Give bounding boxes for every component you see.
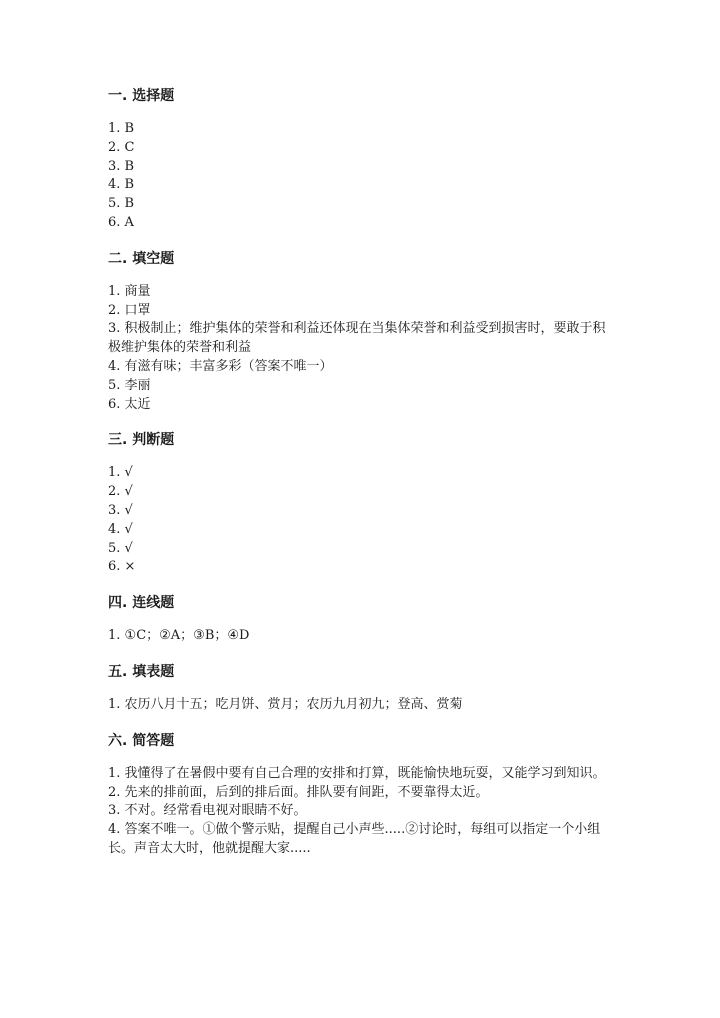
answer-item: 5. √ [108,540,133,556]
answer-item: 1. 商量 [108,283,151,299]
section-fill-blank [108,249,618,415]
answer-list [108,627,618,646]
section-title: 一. 选择题 [108,88,175,104]
section-title: 三. 判断题 [108,432,175,449]
answer-item: 3. B [108,158,135,174]
answer-item: 3. 积极制止；维护集体的荣誉和利益还体现在当集体荣誉和利益受到损害时，要敢于积极维护集体的荣誉和利益 [108,321,606,356]
answer-list [108,696,618,715]
answer-item: 2. C [108,139,135,155]
answer-item: 4. 有滋有味；丰富多彩（答案不唯一） [108,358,333,374]
answer-item: 6. 太近 [108,396,151,412]
section-true-false [108,430,618,577]
answer-list [108,283,618,415]
answer-item: 2. 口罩 [108,302,151,318]
section-choice [108,86,618,233]
answer-item: 5. 李丽 [108,377,151,393]
answer-item: 4. 答案不唯一。①做个警示贴，提醒自己小声些.....②讨论时，每组可以指定一个小组长。声音太大时，他就提醒大家..... [108,822,601,856]
answer-item: 4. √ [108,521,133,537]
answer-item: 1. 我懂得了在暑假中要有自己合理的安排和打算，既能愉快地玩耍，又能学习到知识。 [108,765,606,781]
section-title: 五. 填表题 [108,663,175,680]
section-title: 四. 连线题 [108,595,175,612]
section-title: 二. 填空题 [108,250,175,267]
answer-item: 4. B [108,177,135,193]
answer-list [108,765,618,859]
answer-item: 3. 不对。经常看电视对眼睛不好。 [108,803,307,819]
section-title: 六. 简答题 [108,732,175,749]
answer-item: 2. 先来的排前面，后到的排后面。排队要有间距，不要靠得太近。 [108,784,489,800]
answer-item: 1. ①C；②A；③B；④D [108,628,250,644]
section-fill-table [108,662,618,715]
answer-list [108,120,618,233]
answer-content [108,86,618,875]
answer-item: 1. √ [108,465,133,481]
answer-item: 2. √ [108,484,133,500]
answer-item: 3. √ [108,502,133,518]
answer-item: 1. B [108,121,135,136]
answer-item: 6. × [108,559,136,575]
section-matching [108,593,618,646]
answer-item: 6. A [108,214,134,230]
answer-item: 5. B [108,196,135,212]
answer-list [108,464,618,577]
answer-item: 1. 农历八月十五；吃月饼、赏月；农历九月初九；登高、赏菊 [108,696,463,712]
section-short-answer [108,731,618,859]
